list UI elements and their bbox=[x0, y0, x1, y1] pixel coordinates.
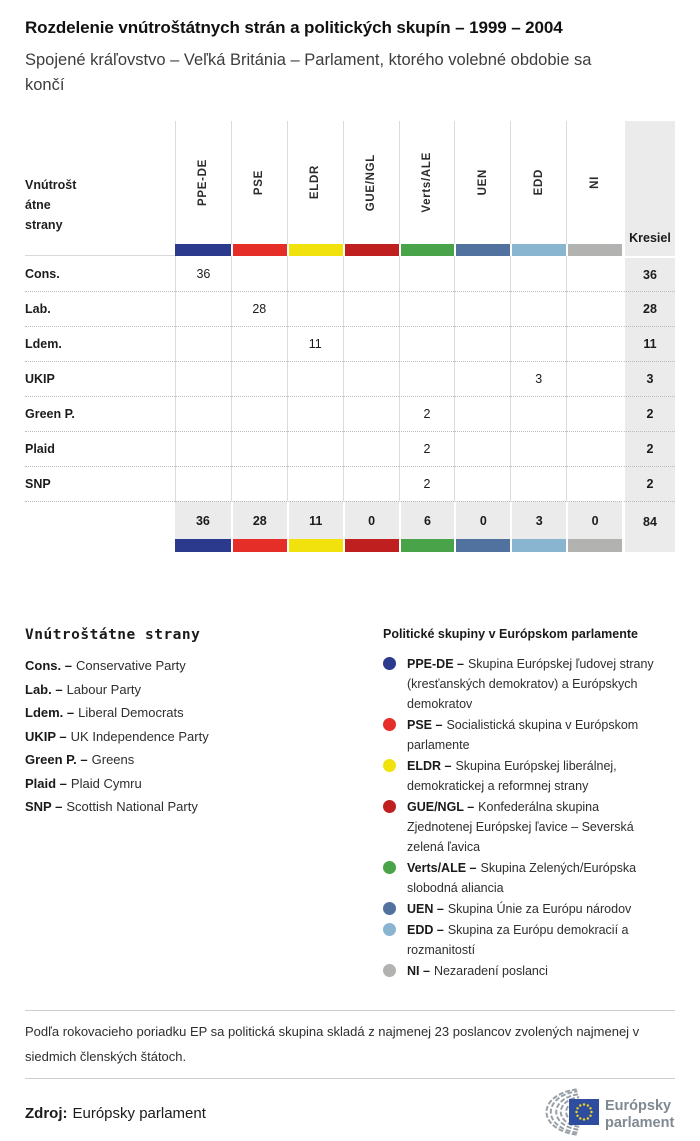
row-label: Plaid bbox=[25, 431, 175, 466]
group-color-bar bbox=[566, 244, 622, 256]
column-header bbox=[343, 121, 399, 244]
column-header-label: PSE bbox=[253, 169, 266, 196]
group-color-bar bbox=[287, 244, 343, 256]
column-header-label: GUE/NGL bbox=[365, 153, 378, 212]
group-abbr: PSE – bbox=[407, 718, 443, 732]
seats-column-header: Kresiel bbox=[622, 121, 675, 256]
group-color-bar bbox=[399, 539, 455, 552]
column-header bbox=[287, 121, 343, 244]
party-legend-item bbox=[25, 799, 358, 814]
group-legend-header: Politické skupiny v Európskom parlamente bbox=[383, 627, 638, 641]
group-abbr: GUE/NGL – bbox=[407, 800, 475, 814]
group-desc-text: Skupina Zelených/Európska slobodná aliancia bbox=[407, 861, 637, 895]
table-cell bbox=[231, 431, 287, 466]
party-name: Greens bbox=[91, 752, 135, 767]
table-cell bbox=[343, 361, 399, 396]
party-legend-items bbox=[25, 658, 358, 814]
total-cell: 0 bbox=[343, 501, 399, 539]
table-cell bbox=[454, 291, 510, 326]
group-color-dot-icon bbox=[383, 657, 396, 670]
group-color-bar bbox=[343, 244, 399, 256]
group-color-bar bbox=[566, 539, 622, 552]
table-cell bbox=[566, 291, 622, 326]
table-cell bbox=[343, 291, 399, 326]
table-cell bbox=[510, 396, 566, 431]
footnote-text: Podľa rokovacieho poriadku EP sa politická skupina skladá z najmenej 23 poslancov zvolených najmenej v siedmich členských štátoch. bbox=[25, 1024, 640, 1064]
group-description bbox=[407, 654, 663, 714]
seats-cell: 28 bbox=[622, 291, 675, 326]
party-name: Scottish National Party bbox=[66, 799, 198, 814]
table-cell bbox=[175, 431, 231, 466]
table-cell bbox=[399, 326, 455, 361]
table-cell bbox=[399, 256, 455, 291]
row-label: Lab. bbox=[25, 291, 175, 326]
footnote-block bbox=[25, 1010, 675, 1079]
table-cell bbox=[287, 256, 343, 291]
party-name: UK Independence Party bbox=[70, 728, 209, 744]
group-desc-text: Skupina Únie za Európu národov bbox=[447, 902, 632, 916]
seats-cell: 2 bbox=[622, 396, 675, 431]
row-label: Green P. bbox=[25, 396, 175, 431]
table-cell bbox=[510, 326, 566, 361]
table-cell bbox=[231, 466, 287, 501]
group-color-dot-icon bbox=[383, 902, 396, 915]
total-cell: 0 bbox=[454, 501, 510, 539]
table-cell bbox=[454, 466, 510, 501]
source-text bbox=[25, 1105, 206, 1122]
column-header-label: UEN bbox=[476, 169, 489, 196]
group-color-bar bbox=[454, 244, 510, 256]
table-cell bbox=[399, 291, 455, 326]
group-color-bar bbox=[231, 244, 287, 256]
row-label: UKIP bbox=[25, 361, 175, 396]
party-name: Conservative Party bbox=[75, 658, 186, 673]
table-cell: 2 bbox=[399, 431, 455, 466]
total-cell: 6 bbox=[399, 501, 455, 539]
group-color-bar bbox=[454, 539, 510, 552]
row-header-line: Vnútrošt bbox=[25, 178, 77, 192]
total-row-spacer bbox=[25, 501, 175, 539]
group-abbr: ELDR – bbox=[407, 759, 452, 773]
group-abbr: Verts/ALE – bbox=[407, 861, 477, 875]
table-cell bbox=[343, 431, 399, 466]
row-header-line: átne bbox=[25, 198, 51, 212]
group-description bbox=[407, 756, 663, 796]
table-cell bbox=[287, 361, 343, 396]
table-cell: 3 bbox=[510, 361, 566, 396]
row-label: Cons. bbox=[25, 266, 60, 281]
party-name: Labour Party bbox=[66, 681, 142, 697]
group-desc-text: Konfederálna skupina Zjednotenej Európskej ľavice – Severská zelená ľavica bbox=[407, 800, 634, 854]
group-color-bar bbox=[231, 539, 287, 552]
group-color-dot-icon bbox=[383, 923, 396, 936]
table-cell: 2 bbox=[399, 466, 455, 501]
table-cell bbox=[175, 396, 231, 431]
seats-cell: 2 bbox=[622, 466, 675, 501]
table-cell bbox=[566, 326, 622, 361]
table-cell bbox=[454, 361, 510, 396]
total-seats-cell: 84 bbox=[622, 501, 675, 552]
table-cell bbox=[566, 256, 622, 291]
group-legend-item bbox=[383, 899, 675, 919]
table-cell bbox=[566, 361, 622, 396]
column-header bbox=[231, 121, 287, 244]
party-abbr: Green P. – bbox=[25, 752, 88, 767]
logo-text-line1: Európsky bbox=[605, 1098, 672, 1114]
group-desc-text: Skupina Európskej ľudovej strany (kresťanských demokratov) a Európskych demokratov bbox=[407, 657, 654, 711]
party-legend-item bbox=[25, 658, 358, 673]
table-cell bbox=[343, 396, 399, 431]
table-cell bbox=[510, 256, 566, 291]
group-abbr: EDD – bbox=[407, 923, 444, 937]
group-description bbox=[407, 961, 663, 981]
group-legend-item bbox=[383, 797, 675, 857]
group-color-bar bbox=[510, 244, 566, 256]
table-cell bbox=[566, 396, 622, 431]
table-cell bbox=[231, 396, 287, 431]
party-abbr: Cons. – bbox=[25, 658, 72, 673]
table-cell: 11 bbox=[287, 326, 343, 361]
source-label: Zdroj: bbox=[25, 1104, 68, 1122]
logo-text-line2: parlament bbox=[605, 1115, 675, 1131]
group-legend bbox=[383, 627, 675, 982]
party-legend-item bbox=[25, 682, 358, 697]
table-cell: 36 bbox=[175, 256, 231, 291]
table-cell bbox=[510, 466, 566, 501]
table-cell bbox=[510, 431, 566, 466]
column-header-label: NI bbox=[588, 176, 601, 189]
group-legend-item bbox=[383, 715, 675, 755]
table-cell bbox=[231, 326, 287, 361]
group-description bbox=[407, 920, 663, 960]
group-legend-item bbox=[383, 756, 675, 796]
table-cell bbox=[231, 256, 287, 291]
group-color-bar bbox=[287, 539, 343, 552]
party-legend-item bbox=[25, 776, 358, 791]
group-color-dot-icon bbox=[383, 964, 396, 977]
group-description bbox=[407, 797, 663, 857]
seats-table bbox=[25, 121, 675, 552]
group-description bbox=[407, 899, 663, 919]
table-cell bbox=[287, 291, 343, 326]
table-cell: 28 bbox=[231, 291, 287, 326]
group-description bbox=[407, 715, 663, 755]
group-color-dot-icon bbox=[383, 718, 396, 731]
total-cell: 36 bbox=[175, 501, 231, 539]
group-color-bar bbox=[510, 539, 566, 552]
group-abbr: PPE-DE – bbox=[407, 657, 464, 671]
table-cell bbox=[399, 361, 455, 396]
group-color-dot-icon bbox=[383, 800, 396, 813]
svg-text:parlament bbox=[605, 1115, 674, 1131]
group-color-bar bbox=[343, 539, 399, 552]
column-header bbox=[175, 121, 231, 244]
row-label: Ldem. bbox=[25, 326, 175, 361]
group-color-bar bbox=[175, 244, 231, 256]
group-legend-item bbox=[383, 858, 675, 898]
table-cell bbox=[175, 291, 231, 326]
table-cell bbox=[343, 256, 399, 291]
party-abbr: Lab. – bbox=[25, 681, 63, 697]
page-subtitle: Spojené kráľovstvo – Veľká Británia – Parlament, ktorého volebné obdobie sa končí bbox=[25, 51, 592, 94]
total-cell: 0 bbox=[566, 501, 622, 539]
party-name: Liberal Democrats bbox=[78, 705, 184, 720]
seats-cell: 3 bbox=[622, 361, 675, 396]
table-cell bbox=[343, 466, 399, 501]
group-color-bar bbox=[399, 244, 455, 256]
party-legend bbox=[25, 627, 358, 823]
table-cell bbox=[287, 466, 343, 501]
table-cell bbox=[510, 291, 566, 326]
table-cell bbox=[175, 326, 231, 361]
group-desc-text: Skupina za Európu demokracií a rozmanitostí bbox=[407, 923, 629, 957]
table-cell bbox=[343, 326, 399, 361]
table-cell bbox=[566, 431, 622, 466]
party-abbr: UKIP – bbox=[25, 728, 67, 744]
table-cell bbox=[566, 466, 622, 501]
column-header-label: PPE-DE bbox=[197, 158, 210, 207]
group-color-dot-icon bbox=[383, 759, 396, 772]
row-header-label bbox=[25, 121, 175, 244]
table-cell bbox=[175, 466, 231, 501]
group-abbr: NI – bbox=[407, 964, 430, 978]
column-header-label: ELDR bbox=[309, 165, 322, 200]
total-cell: 11 bbox=[287, 501, 343, 539]
group-abbr: UEN – bbox=[407, 902, 444, 916]
column-header bbox=[454, 121, 510, 244]
column-header bbox=[510, 121, 566, 244]
group-legend-items bbox=[383, 654, 675, 981]
column-header bbox=[566, 121, 622, 244]
group-desc-text: Socialistická skupina v Európskom parlamente bbox=[407, 718, 639, 752]
eu-flag-icon bbox=[569, 1099, 599, 1125]
group-color-bar bbox=[175, 539, 231, 552]
table-cell bbox=[287, 431, 343, 466]
seats-cell: 11 bbox=[622, 326, 675, 361]
group-description bbox=[407, 858, 663, 898]
page-title: Rozdelenie vnútroštátnych strán a politických skupín – 1999 – 2004 bbox=[25, 18, 563, 37]
table-cell bbox=[454, 396, 510, 431]
table-cell bbox=[454, 326, 510, 361]
row-label: SNP bbox=[25, 466, 175, 501]
group-desc-text: Nezaradení poslanci bbox=[433, 964, 548, 978]
total-cell: 28 bbox=[231, 501, 287, 539]
party-name: Plaid Cymru bbox=[70, 775, 142, 791]
party-abbr: SNP – bbox=[25, 799, 63, 814]
european-parliament-logo bbox=[525, 1088, 675, 1138]
svg-text:Európsky bbox=[605, 1098, 671, 1114]
table-cell bbox=[175, 361, 231, 396]
party-abbr: Plaid – bbox=[25, 775, 67, 791]
total-cell: 3 bbox=[510, 501, 566, 539]
column-header-label: EDD bbox=[532, 169, 545, 196]
seats-cell: 2 bbox=[622, 431, 675, 466]
group-desc-text: Skupina Európskej liberálnej, demokratickej a reformnej strany bbox=[407, 759, 617, 793]
legend-section bbox=[25, 627, 675, 982]
table-cell bbox=[287, 396, 343, 431]
group-legend-item bbox=[383, 654, 675, 714]
group-legend-item bbox=[383, 961, 675, 981]
source-row bbox=[25, 1085, 675, 1141]
party-legend-item bbox=[25, 729, 358, 744]
party-legend-header: Vnútroštátne strany bbox=[25, 627, 201, 643]
table-cell bbox=[454, 256, 510, 291]
group-legend-item bbox=[383, 920, 675, 960]
party-legend-item bbox=[25, 752, 358, 767]
group-color-dot-icon bbox=[383, 861, 396, 874]
row-header-line: strany bbox=[25, 218, 63, 232]
column-header bbox=[399, 121, 455, 244]
source-value: Európsky parlament bbox=[72, 1104, 206, 1122]
party-legend-item bbox=[25, 705, 358, 720]
seats-cell: 36 bbox=[622, 256, 675, 291]
header-underline bbox=[25, 244, 175, 256]
table-cell bbox=[231, 361, 287, 396]
table-cell: 2 bbox=[399, 396, 455, 431]
table-cell bbox=[454, 431, 510, 466]
column-header-label: Verts/ALE bbox=[420, 152, 433, 213]
party-abbr: Ldem. – bbox=[25, 705, 75, 720]
